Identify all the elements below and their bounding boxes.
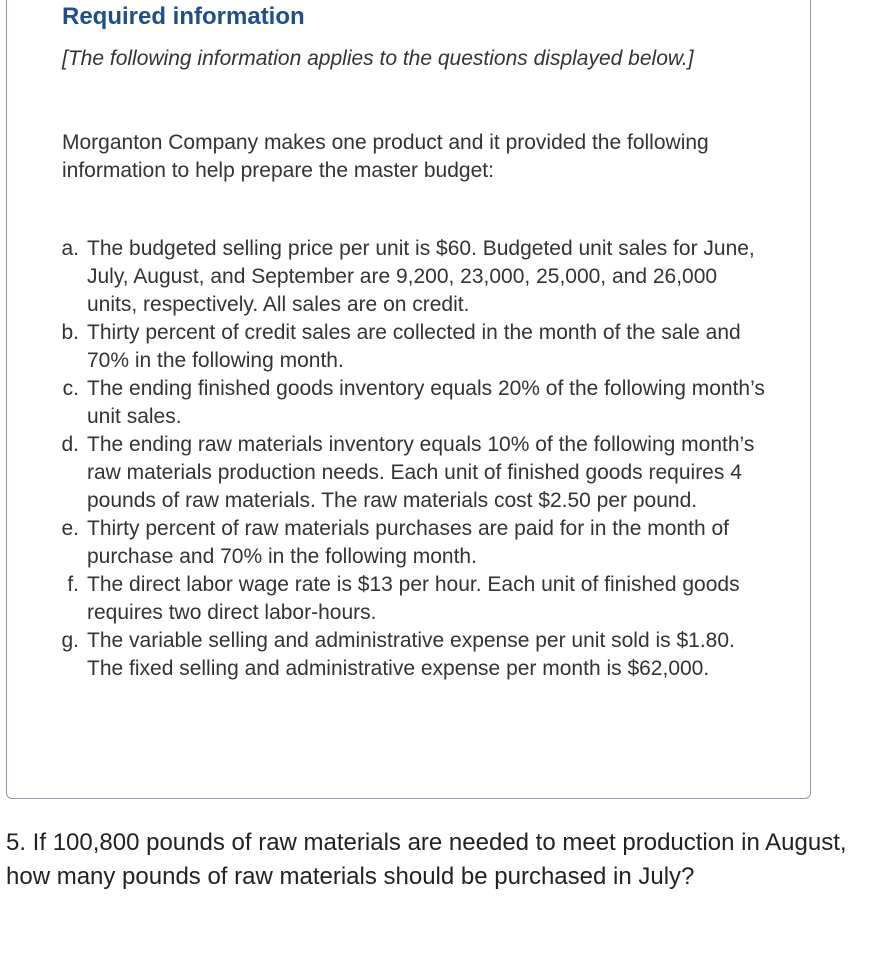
card-intro: Morganton Company makes one product and it provided the following information to help prepare the master budget: bbox=[62, 131, 709, 182]
list-item-text: The ending finished goods inventory equals 20% of the following month’s unit sales. bbox=[87, 377, 765, 428]
list-item-marker: d. bbox=[61, 433, 79, 456]
list-item-text: The ending raw materials inventory equals 10% of the following month’s raw materials production needs. Each unit of finished goods requires 4 pounds of raw materials. The raw materials cost $2.50 per pound. bbox=[87, 433, 755, 512]
list-item-text: Thirty percent of raw materials purchases are paid for in the month of purchase and 70% in the following month. bbox=[87, 517, 729, 568]
list-item bbox=[55, 431, 767, 515]
list-item-marker: b. bbox=[61, 321, 79, 344]
list-item bbox=[55, 235, 767, 319]
required-information-card bbox=[6, 0, 811, 799]
requirements-list bbox=[55, 235, 767, 683]
list-item-text: The direct labor wage rate is $13 per hour. Each unit of finished goods requires two direct labor-hours. bbox=[87, 573, 740, 624]
list-item-marker: e. bbox=[61, 517, 79, 540]
list-item-marker: a. bbox=[61, 237, 79, 260]
list-item bbox=[55, 515, 767, 571]
list-item bbox=[55, 571, 767, 627]
list-item bbox=[55, 627, 767, 683]
list-item bbox=[55, 319, 767, 375]
list-item-text: The budgeted selling price per unit is $60. Budgeted unit sales for June, July, August, and September are 9,200, 23,000, 25,000, and 26,000 units, respectively. All sales are on credit. bbox=[87, 237, 755, 316]
list-item bbox=[55, 375, 767, 431]
list-item-marker: c. bbox=[62, 377, 79, 400]
question-prompt: 5. If 100,800 pounds of raw materials are needed to meet production in August, how many pounds of raw materials should be purchased in July? bbox=[6, 829, 847, 890]
card-note: [The following information applies to the questions displayed below.] bbox=[62, 47, 694, 70]
list-item-marker: f. bbox=[67, 573, 79, 596]
list-item-text: Thirty percent of credit sales are collected in the month of the sale and 70% in the following month. bbox=[87, 321, 741, 372]
list-item-marker: g. bbox=[61, 629, 79, 652]
card-heading: Required information bbox=[62, 3, 305, 30]
list-item-text: The variable selling and administrative expense per unit sold is $1.80. The fixed selling and administrative expense per month is $62,000. bbox=[87, 629, 735, 680]
